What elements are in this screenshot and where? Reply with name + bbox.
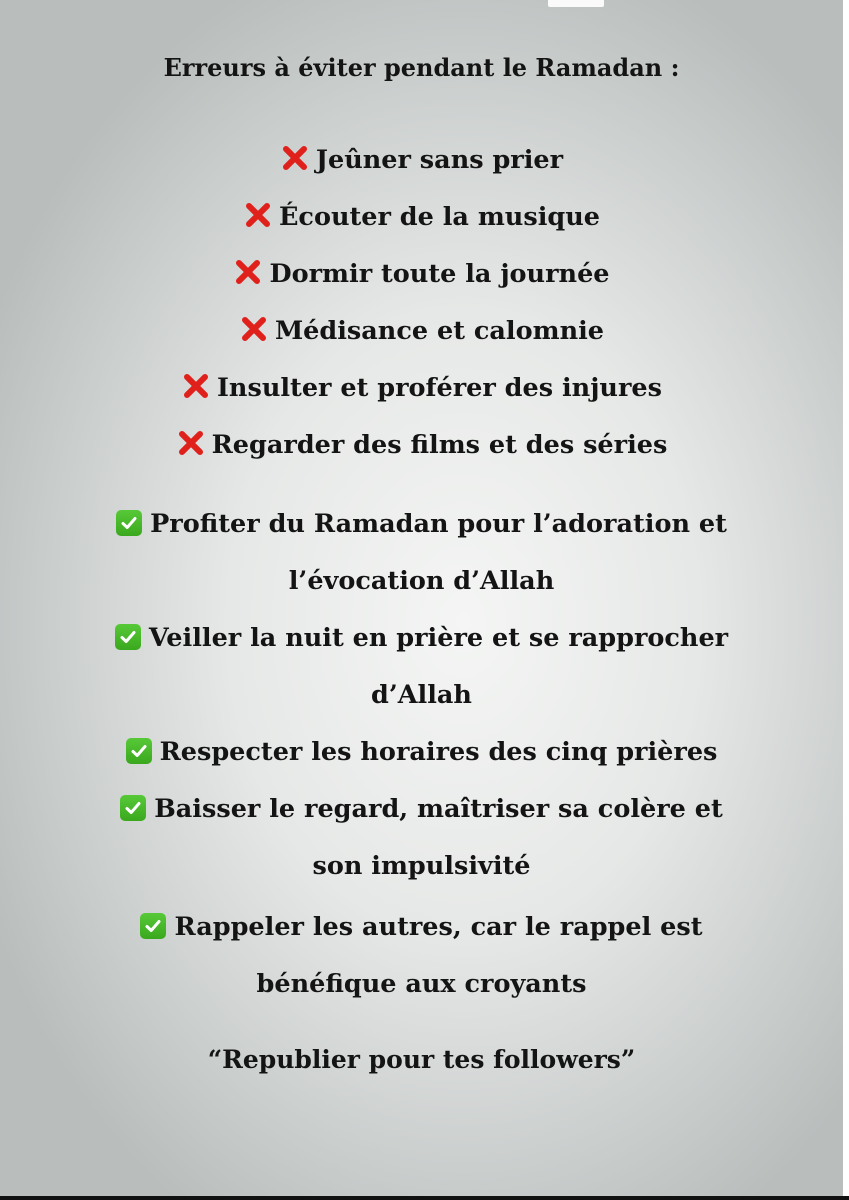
do-item-continuation: bénéfique aux croyants bbox=[256, 969, 587, 999]
avoid-item bbox=[0, 368, 843, 408]
footer-quote: “Republier pour tes followers” bbox=[207, 1045, 636, 1074]
avoid-item-label: Insulter et proférer des injures bbox=[217, 373, 662, 403]
green-check-mark-icon bbox=[120, 795, 146, 821]
red-cross-mark-icon bbox=[239, 314, 269, 344]
bottom-border bbox=[0, 1196, 849, 1200]
green-check-mark-icon bbox=[126, 738, 152, 764]
do-item bbox=[0, 504, 843, 544]
do-item-label: Rappeler les autres, car le rappel est bbox=[174, 912, 703, 942]
avoid-item-label: Médisance et calomnie bbox=[274, 316, 605, 346]
top-handle bbox=[548, 0, 604, 7]
do-item bbox=[0, 907, 843, 947]
green-check-mark-icon bbox=[115, 624, 141, 650]
do-item-continuation: son impulsivité bbox=[312, 851, 531, 881]
avoid-item bbox=[0, 254, 843, 294]
avoid-item bbox=[0, 197, 843, 237]
do-item bbox=[0, 618, 843, 658]
avoid-item-label: Regarder des films et des séries bbox=[211, 430, 668, 460]
green-check-mark-icon bbox=[116, 510, 142, 536]
red-cross-mark-icon bbox=[280, 143, 310, 173]
red-cross-mark-icon bbox=[233, 257, 263, 287]
avoid-item bbox=[0, 425, 843, 465]
avoid-item-label: Dormir toute la journée bbox=[269, 259, 610, 289]
do-item bbox=[0, 732, 843, 772]
do-item-label: Veiller la nuit en prière et se rapprocher bbox=[148, 623, 729, 653]
red-cross-mark-icon bbox=[243, 200, 273, 230]
green-check-mark-icon bbox=[140, 913, 166, 939]
red-cross-mark-icon bbox=[176, 428, 206, 458]
do-item-label: Baisser le regard, maîtriser sa colère et bbox=[154, 794, 723, 824]
right-margin bbox=[843, 0, 849, 1200]
red-cross-mark-icon bbox=[181, 371, 211, 401]
do-item-continuation: d’Allah bbox=[371, 680, 472, 710]
avoid-item-label: Jeûner sans prier bbox=[315, 145, 564, 175]
page-title: Erreurs à éviter pendant le Ramadan : bbox=[163, 53, 680, 82]
do-item bbox=[0, 789, 843, 829]
avoid-item bbox=[0, 311, 843, 351]
avoid-item-label: Écouter de la musique bbox=[278, 202, 600, 232]
avoid-item bbox=[0, 140, 843, 180]
do-item-label: Respecter les horaires des cinq prières bbox=[159, 737, 718, 767]
do-item-continuation: l’évocation d’Allah bbox=[288, 566, 555, 596]
do-item-label: Profiter du Ramadan pour l’adoration et bbox=[150, 509, 727, 539]
